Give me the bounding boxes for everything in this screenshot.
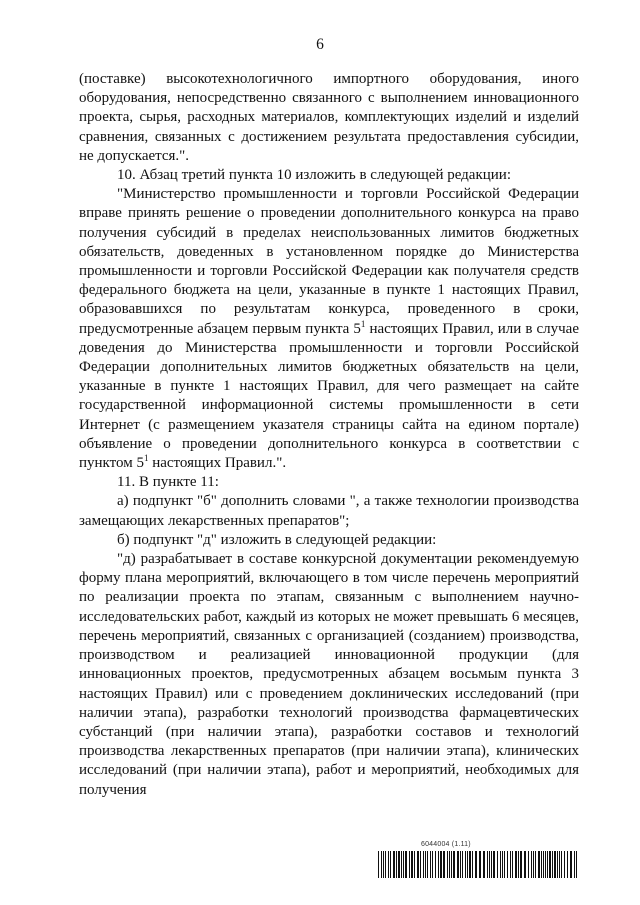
barcode-bar: [570, 851, 572, 878]
barcode-bar: [552, 851, 553, 878]
barcode-bar: [430, 851, 431, 878]
barcode-bar: [435, 851, 436, 878]
barcode-bar: [398, 851, 400, 878]
barcode-bar: [549, 851, 551, 878]
barcode-bar: [504, 851, 505, 878]
barcode-bar: [547, 851, 548, 878]
barcode-bar: [440, 851, 442, 878]
barcode-bar: [500, 851, 501, 878]
barcode-bar: [554, 851, 556, 878]
barcode-bar: [541, 851, 542, 878]
barcode-bar: [574, 851, 575, 878]
barcode-bar: [443, 851, 445, 878]
barcode-bar: [493, 851, 495, 878]
barcode-bar: [502, 851, 503, 878]
paragraph-text: "д) разрабатывает в составе конкурсной документации рекомендуемую форму плана мероприятий, включающего в том числе перечень мероприятий по реализации проекта по этапам, связанным с выполнением научно-исследовательских работ, каждый из которых не может превышать 6 месяцев, перечень мероприятий, связанных с организацией (созданием) производства, производством и реализацией инновационной продукции (для инновационных проектов, предусмотренных абзацем восьмым пункта 3 настоящих Правил) или с проведением доклинических исследований (при наличии этапа), разработки технологий производства фармацевтических субстанций (при наличии этапа), разработки составов и технологий производства лекарственных препаратов (при наличии этапа), клинических исследований (при наличии этапа), работ и мероприятий, необходимых для получения: [79, 551, 579, 798]
barcode-bar: [528, 851, 529, 878]
barcode-bar: [557, 851, 558, 878]
document-body: [79, 70, 579, 800]
barcode-bar: [405, 851, 407, 878]
paragraph-text: (поставке) высокотехнологичного импортного оборудования, иного оборудования, непосредственно связанного с выполнением инновационного проекта, сырья, расходных материалов, комплектующих изделий и изделий сравнения, связанных с достижением результата предоставления субсидии, не допускается.".: [79, 71, 579, 164]
barcode-bar: [515, 851, 517, 878]
paragraph-text: настоящих Правил, или в случае доведения до Министерства промышленности и торговли Российской Федерации дополнительных лимитов бюджетных обязательств на цели, указанные в пункте 1 настоящих Правил, для чего размещает на сайте государственной информационной системы промышленности в сети Интернет (с размещением указателя страницы сайта на едином портале) объявление о проведении дополнительного конкурса в соответствии с пунктом 5: [79, 320, 579, 472]
paragraph-text: б) подпункт "д" изложить в следующей редакции:: [117, 531, 437, 548]
paragraph: [79, 492, 579, 530]
barcode-bar: [467, 851, 468, 878]
barcode-bar: [381, 851, 382, 878]
paragraph-text: а) подпункт "б" дополнить словами ", а также технологии производства замещающих лекарственных препаратов";: [79, 493, 579, 529]
barcode-bar: [414, 851, 415, 878]
barcode-bar: [538, 851, 540, 878]
paragraph-text: 10. Абзац третий пункта 10 изложить в следующей редакции:: [117, 167, 512, 184]
barcode-bar: [423, 851, 424, 878]
barcode-bar: [393, 851, 395, 878]
superscript: 1: [143, 453, 149, 464]
barcode-bar: [576, 851, 577, 878]
barcode-bar: [425, 851, 426, 878]
barcode-bar: [453, 851, 455, 878]
barcode-bar: [561, 851, 562, 878]
paragraph-text: "Министерство промышленности и торговли Российской Федерации вправе принять решение о проведении дополнительного конкурса на право получения субсидий в пределах неиспользованных лимитов бюджетных обязательств, доведенных в установленном порядке до Министерства промышленности и торговли Российской Федерации как получателя средств федерального бюджета на цели, указанные в пункте 1 настоящих Правил, образовавшихся по результатам конкурса, проведенного в сроки, предусмотренные абзацем первым пункта 5: [79, 186, 579, 337]
barcode-bar: [388, 851, 389, 878]
barcode-bar: [524, 851, 526, 878]
barcode-bar: [409, 851, 410, 878]
barcode-bar: [507, 851, 508, 878]
page-number: 6: [316, 36, 324, 53]
barcode: [377, 841, 580, 879]
barcode-bar: [447, 851, 448, 878]
barcode-bar: [432, 851, 433, 878]
barcode-bar: [390, 851, 391, 878]
barcode-bar: [438, 851, 439, 878]
barcode-bar: [401, 851, 402, 878]
barcode-bar: [487, 851, 488, 878]
barcode-bar: [383, 851, 384, 878]
barcode-bar: [465, 851, 466, 878]
paragraph-text: настоящих Правил.".: [148, 455, 287, 472]
barcode-bar: [472, 851, 473, 878]
barcode-bar: [512, 851, 513, 878]
barcode-bar: [411, 851, 413, 878]
barcode-bar: [457, 851, 459, 878]
barcode-bar: [385, 851, 386, 878]
barcode-bar: [489, 851, 490, 878]
barcode-bar: [518, 851, 519, 878]
barcode-bar: [497, 851, 498, 878]
paragraph: [79, 166, 579, 185]
barcode-bar: [520, 851, 522, 878]
superscript: 1: [360, 318, 366, 329]
barcode-bar: [475, 851, 477, 878]
barcode-bar: [531, 851, 532, 878]
paragraph: [79, 531, 579, 550]
barcode-bar: [510, 851, 511, 878]
barcode-bar: [420, 851, 421, 878]
barcode-bar: [460, 851, 461, 878]
barcode-label: 6044004 (1.11): [421, 841, 471, 848]
barcode-bars: [377, 851, 580, 878]
paragraph: [79, 185, 579, 473]
paragraph-text: 11. В пункте 11:: [117, 474, 219, 491]
barcode-bar: [491, 851, 492, 878]
barcode-bar: [545, 851, 546, 878]
barcode-bar: [567, 851, 568, 878]
paragraph: [79, 550, 579, 800]
barcode-bar: [469, 851, 471, 878]
barcode-bar: [533, 851, 534, 878]
barcode-bar: [449, 851, 450, 878]
barcode-bar: [417, 851, 419, 878]
barcode-bar: [564, 851, 565, 878]
barcode-bar: [462, 851, 463, 878]
barcode-bar: [396, 851, 397, 878]
barcode-bar: [479, 851, 481, 878]
barcode-bar: [378, 851, 379, 878]
barcode-bar: [559, 851, 560, 878]
barcode-bar: [451, 851, 452, 878]
barcode-bar: [427, 851, 428, 878]
barcode-bar: [535, 851, 536, 878]
barcode-bar: [483, 851, 485, 878]
paragraph: [79, 70, 579, 166]
barcode-bar: [403, 851, 404, 878]
paragraph: [79, 473, 579, 492]
barcode-bar: [543, 851, 544, 878]
